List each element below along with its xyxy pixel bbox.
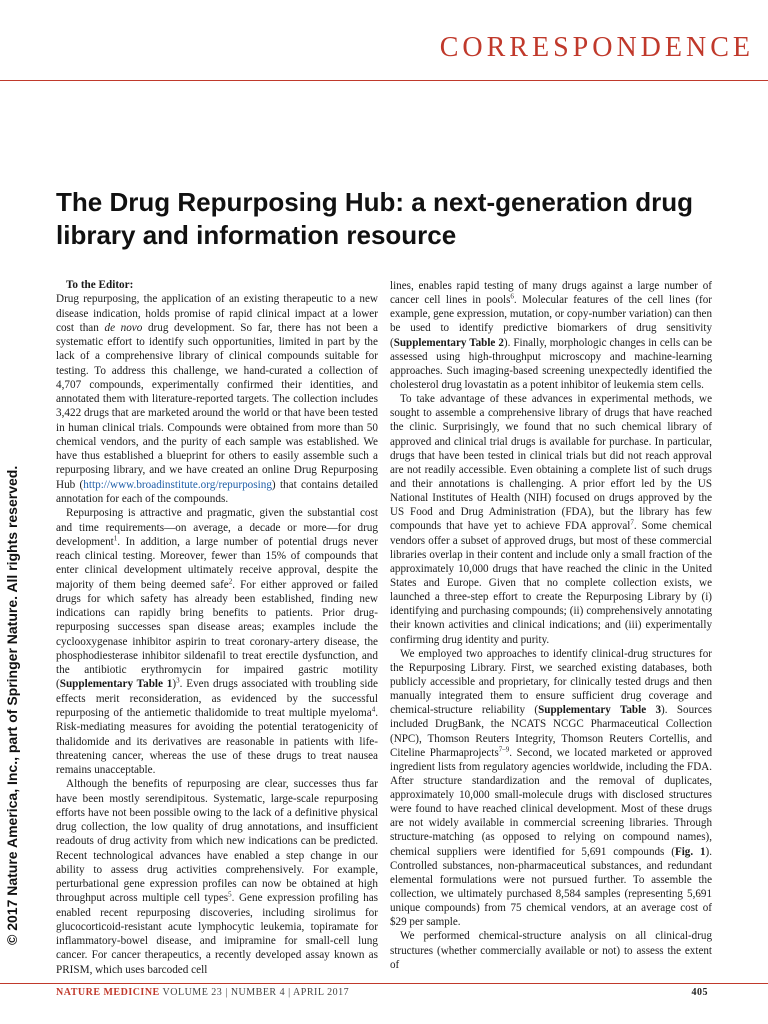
citation[interactable]: 7–9: [498, 744, 510, 753]
page-footer: [56, 987, 708, 1003]
left-column: [56, 278, 378, 977]
copyright-text: © 2017 Nature America, Inc., part of Springer Nature. All rights reserved.: [4, 465, 20, 945]
article-title: The Drug Repurposing Hub: a next-generation drug library and information resource: [56, 187, 693, 250]
citation[interactable]: 4: [371, 705, 376, 714]
paragraph: Repurposing is attractive and pragmatic, given the substantial cost and time requirements—on average, a decade or more—for drug development$^1$. In addition, a large number of potential drugs never reach clinical testing. Moreover, fewer than 15% of compounds that enter clinical development ultimately receive approval, despite the majority of them being deemed safe$^2$. For either approved or failed drugs for which safety has already been established, finding new indications can rapidly bring benefits to patients. Prior drug-repurposing successes span disease areas; examples include the cyclooxygenase inhibitor aspirin to treat coronary-artery disease, the phosphodiesterase inhibitor sildenafil to treat erectile dysfunction, and the antibiotic erythromycin for impaired gastric motility (Supplementary Table 1)$^3$. Even drugs associated with troubling side effects merit reconsideration, as evidenced by the successful repurposing of the antiemetic thalidomide to treat multiple myeloma$^4$. Risk-mediating measures for avoiding the potential teratogenicity of thalidomide and its derivatives are reasonable in patients with life-threatening cancer, whereas the use of these drugs to treat nausea remains unacceptable.: [56, 507, 378, 777]
paragraph: We employed two approaches to identify clinical-drug structures for the Repurposing Library. First, we searched existing databases, both publicly accessible and proprietary, for clinically tested drugs and then manually integrated them to ensure sufficient drug coverage and chemical-structure reliability (Supplementary Table 3). Sources included DrugBank, the NCATS NCGC Pharmaceutical Collection (NPC), Thomson Reuters Integrity, Thomson Reuters Cortellis, and Citeline Pharmaprojects$^{7-9}$. Second, we located marketed or approved ingredient lists from regulatory agencies worldwide, including the FDA. After structure standardization and the removal of duplicates, approximately 10,000 small-molecule drugs with disclosed structures were found to have reached clinical development. Most of these drugs are not widely available in commercial screening libraries. Through structure-matching (as opposed to relying on compound names), chemical suppliers were identified for 5,691 compounds (Fig. 1). Controlled substances, non-pharmaceutical substances, and redundant elemental formulations were not pursued further. To assemble the collection, we ultimately purchased 8,584 samples (representing 5,691 unique compounds) from 75 chemical vendors, at an average cost of $29 per sample.: [390, 647, 712, 929]
page-number: 405: [691, 987, 708, 998]
paragraph: Although the benefits of repurposing are clear, successes thus far have been mostly serendipitous. Systematic, large-scale repurposing efforts have not been possible owing to the lack of a definitive physical drug collection, the low quality of drug annotations, and insufficient readouts of drug activity from which new indications can be predicted. Recent technological advances have enabled a step change in our ability to assess drug activities comprehensively. For example, perturbational gene expression profiles can now be obtained at high throughput across multiple cell types$^5$. Gene expression profiling has enabled recent repurposing discoveries, including sirolimus for glucocorticoid-resistant acute lymphocytic leukemia, topiramate for inflammatory-bowel disease, and imipramine for small-cell lung cancer. For cancer therapeutics, a recently developed assay known as PRISM, which uses barcoded cell: [56, 778, 379, 976]
footer-divider: [0, 983, 768, 984]
citation[interactable]: 5: [228, 890, 232, 899]
issue-info: VOLUME 23 | NUMBER 4 | APRIL 2017: [159, 987, 350, 998]
copyright-sidebar: [2, 255, 22, 945]
supp-table-ref[interactable]: Supplementary Table 1: [59, 678, 173, 691]
section-label: CORRESPONDENCE: [439, 32, 754, 63]
citation[interactable]: 3: [176, 676, 180, 685]
header-divider: [0, 80, 768, 81]
paragraph: lines, enables rapid testing of many drugs against a large number of cancer cell lines in pools$^6$. Molecular features of the cell lines (for example, gene expression, mutation, or copy-number variation) can then be used to identify predictive biomarkers of drug sensitivity (Supplementary Table 2). Finally, morphologic changes in cells can be assessed using high-throughput microscopy and machine-learning approaches. Such imaging-based screening unexpectedly identified the cholesterol drug lovastatin as a potent inhibitor of leukemia stem cells.: [390, 280, 712, 391]
citation[interactable]: 2: [228, 576, 233, 585]
paragraph: We performed chemical-structure analysis on all clinical-drug structures (whether commercially available or not) to assess the extent of: [390, 930, 712, 971]
journal-name: NATURE MEDICINE: [56, 987, 160, 998]
paragraph: To take advantage of these advances in experimental methods, we sought to assemble a comprehensive library of drugs that have reached the clinic. Surprisingly, we found that no such chemical library of approved and clinical trial drugs is available for purchase. In particular, drugs that have been tested in clinical trials but did not reach approval are not readily accessible. Even obtaining a complete list of such drugs and their annotations is challenging. A prior effort led by the US National Institutes of Health (NIH) focused on drugs approved by the US Food and Drug Administration (FDA), but the library has few compounds that have yet to achieve FDA approval$^7$. Some chemical vendors offer a subset of approved drugs, but most of these commercial libraries overlap in their content and include only a small fraction of the approximately 10,000 drugs that have reached the clinic in the United States and Europe. Given that no complete collection exists, we launched a three-step effort to create the Repurposing Library by (i) identifying and purchasing compounds; (ii) comprehensively annotating their known activities and clinical indications; and (iii) experimentally confirming drug identity and purity.: [390, 393, 712, 646]
right-column: [390, 279, 712, 972]
citation[interactable]: 7: [630, 518, 634, 527]
paragraph: Drug repurposing, the application of an existing therapeutic to a new disease indication, holds promise of rapid clinical impact at a lower cost than de novo drug development. So far, there has not been a systematic effort to identify such opportunities, limited in part by the lack of a comprehensive library of clinical compounds suitable for testing. To address this challenge, we hand-curated a collection of 4,707 compounds, experimentally confirmed their identities, and annotated them with literature-reported targets. The collection includes 3,422 drugs that are marketed around the world or that have been tested in human clinical trials. Compounds were obtained from more than 50 chemical vendors, and the purity of each sample was established. We have thus established a blueprint for others to easily assemble such a repurposing library, and we have created an online Drug Repurposing Hub (http://www.broadinstitute.org/repurposing) that contains detailed annotation for each of the compounds.: [56, 293, 378, 505]
citation[interactable]: 1: [113, 534, 118, 543]
salutation: To the Editor:: [66, 279, 134, 291]
figure-ref[interactable]: Fig. 1: [674, 845, 706, 858]
supp-table-ref[interactable]: Supplementary Table 3: [538, 704, 662, 717]
repurposing-hub-link[interactable]: http://www.broadinstitute.org/repurposing: [83, 478, 272, 491]
supp-table-ref[interactable]: Supplementary Table 2: [393, 336, 504, 349]
citation[interactable]: 6: [510, 292, 514, 301]
